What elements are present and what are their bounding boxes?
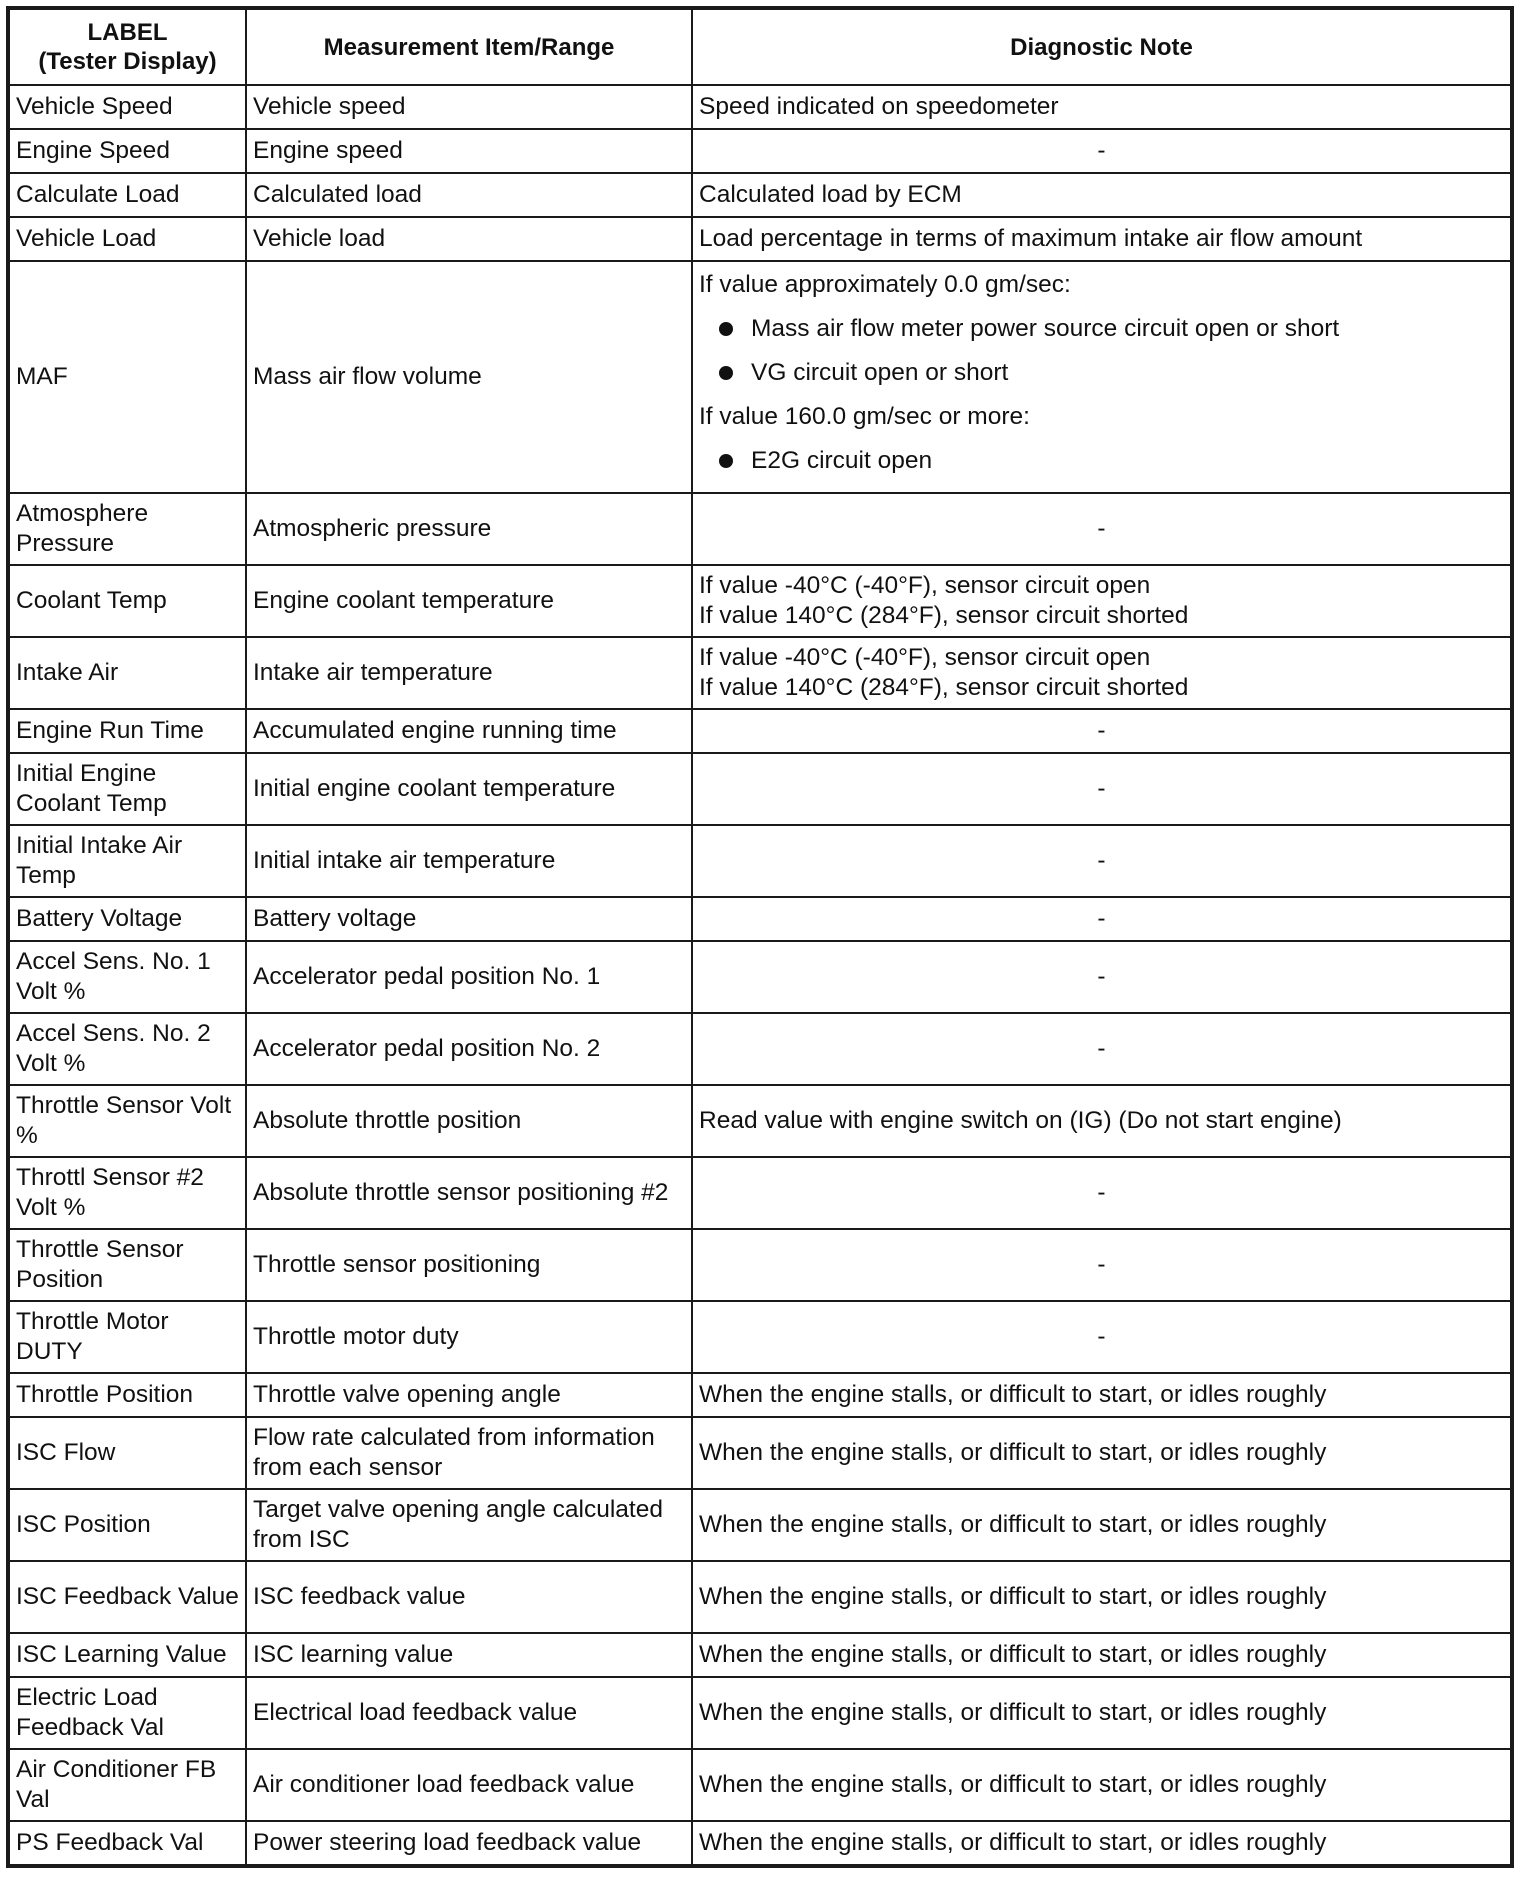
item-cell: Throttle sensor positioning bbox=[246, 1229, 692, 1301]
note-cell: If value -40°C (-40°F), sensor circuit open If value 140°C (284°F), sensor circuit shorted bbox=[692, 637, 1512, 709]
table-row bbox=[8, 1677, 1512, 1749]
table-row bbox=[8, 173, 1512, 217]
table-row bbox=[8, 565, 1512, 637]
item-cell: Vehicle speed bbox=[246, 85, 692, 129]
table-row bbox=[8, 753, 1512, 825]
label-cell: Electric Load Feedback Val bbox=[8, 1677, 246, 1749]
header-row bbox=[8, 8, 1512, 85]
table-row bbox=[8, 1489, 1512, 1561]
table-row bbox=[8, 1561, 1512, 1633]
table-row bbox=[8, 1417, 1512, 1489]
table-row bbox=[8, 85, 1512, 129]
label-cell: ISC Position bbox=[8, 1489, 246, 1561]
item-cell: Battery voltage bbox=[246, 897, 692, 941]
item-cell: Accumulated engine running time bbox=[246, 709, 692, 753]
note-paragraph: If value 160.0 gm/sec or more: bbox=[699, 403, 1030, 430]
label-cell: Throttl Sensor #2 Volt % bbox=[8, 1157, 246, 1229]
label-cell: Engine Run Time bbox=[8, 709, 246, 753]
note-cell: Calculated load by ECM bbox=[692, 173, 1512, 217]
header-note: Diagnostic Note bbox=[692, 8, 1512, 85]
note-cell: - bbox=[692, 493, 1512, 565]
diagnostic-table-container bbox=[6, 6, 1510, 1868]
label-cell: Vehicle Speed bbox=[8, 85, 246, 129]
label-cell: Atmosphere Pressure bbox=[8, 493, 246, 565]
item-cell: Engine coolant temperature bbox=[246, 565, 692, 637]
note-cell: Speed indicated on speedometer bbox=[692, 85, 1512, 129]
item-cell: Accelerator pedal position No. 1 bbox=[246, 941, 692, 1013]
note-cell: - bbox=[692, 129, 1512, 173]
table-row bbox=[8, 1157, 1512, 1229]
note-cell: When the engine stalls, or difficult to start, or idles roughly bbox=[692, 1821, 1512, 1866]
table-row bbox=[8, 493, 1512, 565]
table-row bbox=[8, 129, 1512, 173]
diagnostic-table bbox=[6, 6, 1514, 1868]
bullet-dot-icon bbox=[719, 454, 733, 468]
label-cell: Battery Voltage bbox=[8, 897, 246, 941]
note-cell: When the engine stalls, or difficult to start, or idles roughly bbox=[692, 1417, 1512, 1489]
note-cell: - bbox=[692, 897, 1512, 941]
table-row bbox=[8, 825, 1512, 897]
label-cell: Engine Speed bbox=[8, 129, 246, 173]
note-cell: - bbox=[692, 753, 1512, 825]
note-cell: When the engine stalls, or difficult to start, or idles roughly bbox=[692, 1677, 1512, 1749]
table-row bbox=[8, 261, 1512, 493]
item-cell: Accelerator pedal position No. 2 bbox=[246, 1013, 692, 1085]
item-cell: Absolute throttle position bbox=[246, 1085, 692, 1157]
note-bullet: E2G circuit open bbox=[719, 446, 1504, 476]
table-row bbox=[8, 897, 1512, 941]
label-cell: Initial Engine Coolant Temp bbox=[8, 753, 246, 825]
note-cell: - bbox=[692, 1013, 1512, 1085]
label-cell: PS Feedback Val bbox=[8, 1821, 246, 1866]
note-cell: When the engine stalls, or difficult to start, or idles roughly bbox=[692, 1373, 1512, 1417]
table-row bbox=[8, 1301, 1512, 1373]
note-cell: - bbox=[692, 1229, 1512, 1301]
item-cell: Vehicle load bbox=[246, 217, 692, 261]
note-cell: When the engine stalls, or difficult to start, or idles roughly bbox=[692, 1561, 1512, 1633]
table-row bbox=[8, 1633, 1512, 1677]
bullet-dot-icon bbox=[719, 322, 733, 336]
item-cell: Target valve opening angle calculated from ISC bbox=[246, 1489, 692, 1561]
item-cell: ISC feedback value bbox=[246, 1561, 692, 1633]
label-cell: Air Conditioner FB Val bbox=[8, 1749, 246, 1821]
table-row bbox=[8, 709, 1512, 753]
label-cell: ISC Learning Value bbox=[8, 1633, 246, 1677]
note-cell bbox=[692, 261, 1512, 493]
note-cell: Load percentage in terms of maximum intake air flow amount bbox=[692, 217, 1512, 261]
header-measurement: Measurement Item/Range bbox=[246, 8, 692, 85]
item-cell: Power steering load feedback value bbox=[246, 1821, 692, 1866]
label-cell: Accel Sens. No. 2 Volt % bbox=[8, 1013, 246, 1085]
table-row bbox=[8, 1749, 1512, 1821]
label-cell: Throttle Sensor Position bbox=[8, 1229, 246, 1301]
note-cell: When the engine stalls, or difficult to start, or idles roughly bbox=[692, 1489, 1512, 1561]
item-cell: Mass air flow volume bbox=[246, 261, 692, 493]
item-cell: Flow rate calculated from information from each sensor bbox=[246, 1417, 692, 1489]
note-cell: Read value with engine switch on (IG) (Do not start engine) bbox=[692, 1085, 1512, 1157]
label-cell: ISC Flow bbox=[8, 1417, 246, 1489]
table-row bbox=[8, 1821, 1512, 1866]
label-cell: Coolant Temp bbox=[8, 565, 246, 637]
note-bullet: Mass air flow meter power source circuit open or short bbox=[719, 314, 1504, 344]
note-cell: - bbox=[692, 1157, 1512, 1229]
label-cell: ISC Feedback Value bbox=[8, 1561, 246, 1633]
item-cell: Throttle motor duty bbox=[246, 1301, 692, 1373]
item-cell: Engine speed bbox=[246, 129, 692, 173]
label-cell: Vehicle Load bbox=[8, 217, 246, 261]
item-cell: Air conditioner load feedback value bbox=[246, 1749, 692, 1821]
table-row bbox=[8, 217, 1512, 261]
bullet-dot-icon bbox=[719, 366, 733, 380]
table-row bbox=[8, 637, 1512, 709]
table-row bbox=[8, 941, 1512, 1013]
label-cell: Accel Sens. No. 1 Volt % bbox=[8, 941, 246, 1013]
header-label: LABEL (Tester Display) bbox=[8, 8, 246, 85]
label-cell: MAF bbox=[8, 261, 246, 493]
note-bullet: VG circuit open or short bbox=[719, 358, 1504, 388]
label-cell: Calculate Load bbox=[8, 173, 246, 217]
label-cell: Intake Air bbox=[8, 637, 246, 709]
item-cell: Atmospheric pressure bbox=[246, 493, 692, 565]
note-cell: When the engine stalls, or difficult to start, or idles roughly bbox=[692, 1633, 1512, 1677]
table-row bbox=[8, 1013, 1512, 1085]
item-cell: Initial intake air temperature bbox=[246, 825, 692, 897]
note-cell: - bbox=[692, 1301, 1512, 1373]
item-cell: Electrical load feedback value bbox=[246, 1677, 692, 1749]
item-cell: Calculated load bbox=[246, 173, 692, 217]
item-cell: Absolute throttle sensor positioning #2 bbox=[246, 1157, 692, 1229]
item-cell: ISC learning value bbox=[246, 1633, 692, 1677]
note-cell: - bbox=[692, 941, 1512, 1013]
note-paragraph: If value approximately 0.0 gm/sec: bbox=[699, 271, 1071, 298]
item-cell: Initial engine coolant temperature bbox=[246, 753, 692, 825]
label-cell: Throttle Motor DUTY bbox=[8, 1301, 246, 1373]
table-row bbox=[8, 1373, 1512, 1417]
note-cell: - bbox=[692, 709, 1512, 753]
label-cell: Initial Intake Air Temp bbox=[8, 825, 246, 897]
item-cell: Throttle valve opening angle bbox=[246, 1373, 692, 1417]
note-cell: When the engine stalls, or difficult to start, or idles roughly bbox=[692, 1749, 1512, 1821]
table-row bbox=[8, 1085, 1512, 1157]
note-cell: If value -40°C (-40°F), sensor circuit open If value 140°C (284°F), sensor circuit shorted bbox=[692, 565, 1512, 637]
table-row bbox=[8, 1229, 1512, 1301]
item-cell: Intake air temperature bbox=[246, 637, 692, 709]
note-cell: - bbox=[692, 825, 1512, 897]
label-cell: Throttle Sensor Volt % bbox=[8, 1085, 246, 1157]
label-cell: Throttle Position bbox=[8, 1373, 246, 1417]
